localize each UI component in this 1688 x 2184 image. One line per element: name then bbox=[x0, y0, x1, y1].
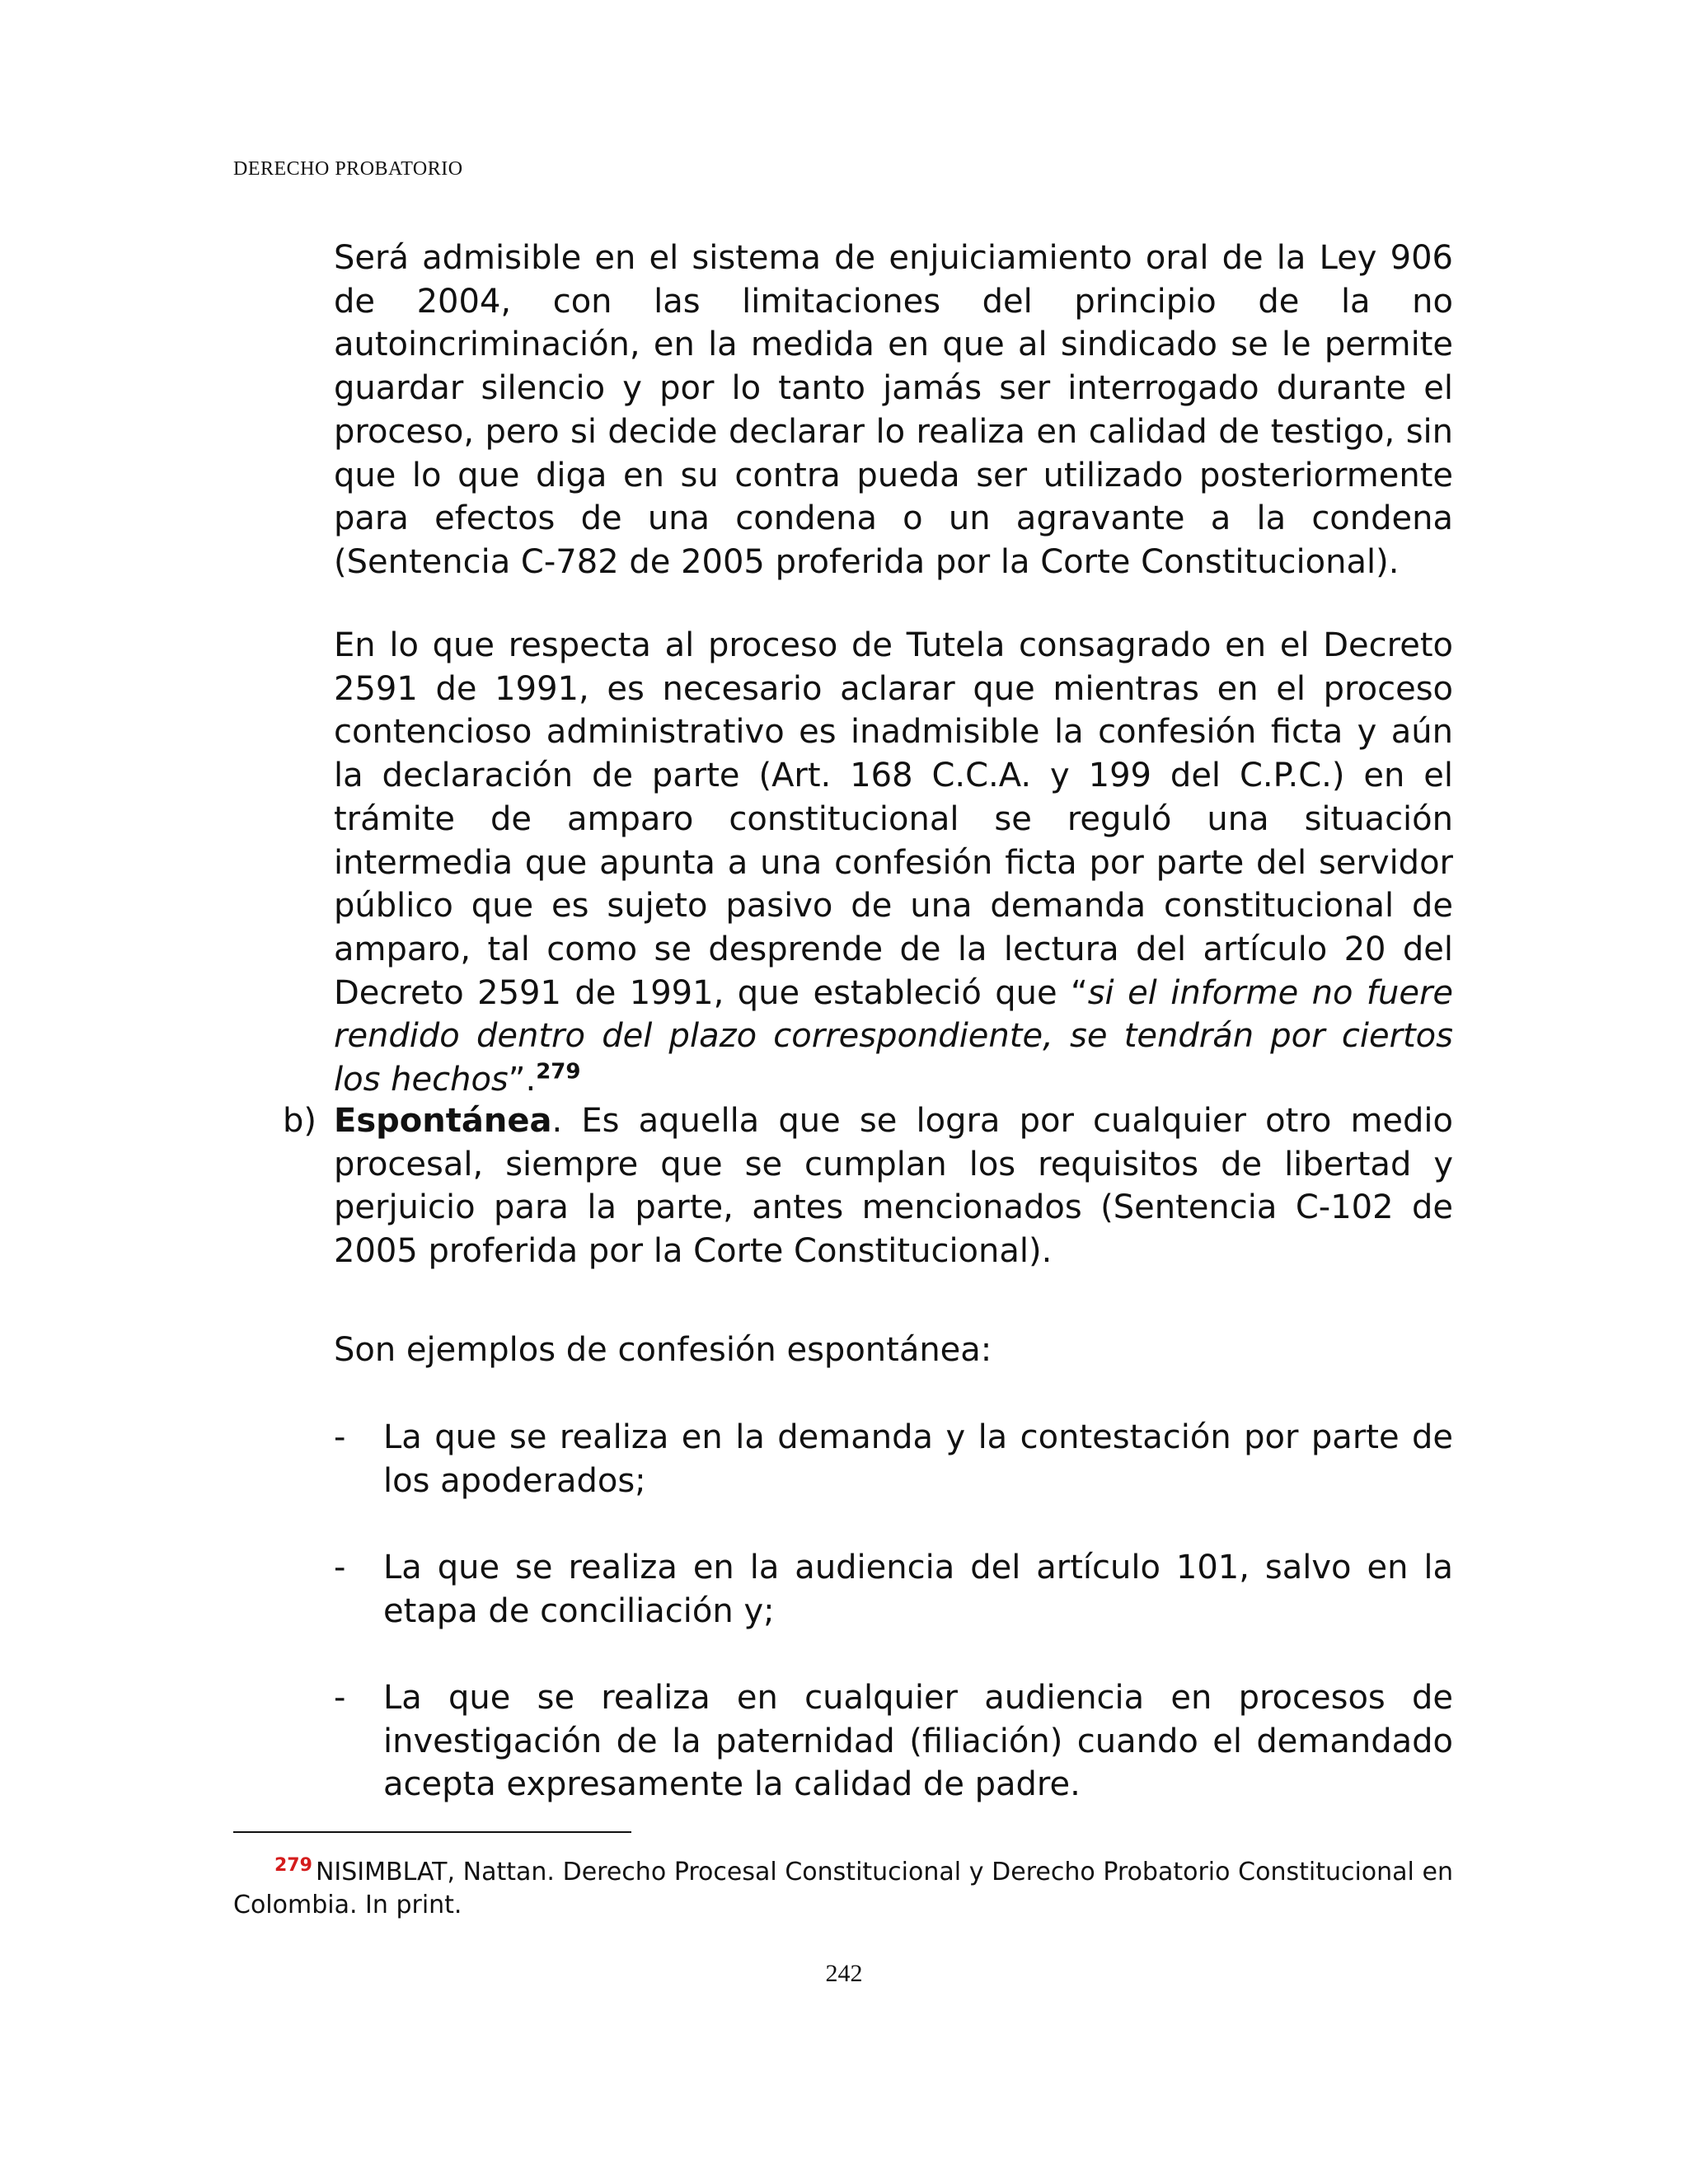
page-number: 242 bbox=[825, 1960, 863, 1987]
example-item bbox=[334, 1416, 1453, 1502]
dash-marker: - bbox=[334, 1549, 346, 1586]
footnote-separator bbox=[233, 1831, 631, 1833]
example-text: La que se realiza en la audiencia del artículo 101, salvo en la etapa de conciliación y; bbox=[383, 1549, 1453, 1630]
footnote-reference[interactable]: 279 bbox=[536, 1059, 581, 1085]
paragraph-2-text: En lo que respecta al proceso de Tutela consagrado en el Decreto 2591 de 1991, es necesario aclarar que mientras en el proceso contencioso administrativo es inadmisible la confesión ficta y aún la declaración de parte (Art. 168 C.C.A. y 199 del C.P.C.) en el trámite de amparo constitucional se reguló una situación intermedia que apunta a una confesión ficta por parte del servidor público que es sujeto pasivo de una demanda constitucional de amparo, tal como se desprende de la lectura del artículo 20 del Decreto 2591 de 1991, que estableció que “ bbox=[334, 626, 1453, 1012]
quoted-text: si el informe no fuere rendido dentro del plazo correspondiente, se tendrán por ciertos los hechos bbox=[334, 973, 1453, 1099]
list-item-text bbox=[334, 1099, 1453, 1273]
list-marker: b) bbox=[283, 1102, 316, 1140]
paragraph-2 bbox=[334, 624, 1453, 1102]
footnote-text: NISIMBLAT, Nattan. Derecho Procesal Constitucional y Derecho Probatorio Constitucional en Colombia. In print. bbox=[233, 1858, 1453, 1919]
example-item bbox=[334, 1676, 1453, 1807]
example-text: La que se realiza en cualquier audiencia en procesos de investigación de la paternidad (filiación) cuando el demandado acepta expresamente la calidad de padre. bbox=[383, 1679, 1453, 1804]
paragraph-1: Será admisible en el sistema de enjuiciamiento oral de la Ley 906 de 2004, con las limitaciones del principio de la no autoincriminación, en la medida en que al sindicado se le permite guardar silencio y por lo tanto jamás ser interrogado durante el proceso, pero si decide declarar lo realiza en calidad de testigo, sin que lo que diga en su contra pueda ser utilizado posteriormente para efectos de una condena o un agravante a la condena (Sentencia C-782 de 2005 proferida por la Corte Constitucional). bbox=[334, 239, 1453, 581]
dash-marker: - bbox=[334, 1418, 346, 1456]
term-espontanea: Espontánea bbox=[334, 1102, 552, 1140]
footnote-number: 279 bbox=[274, 1855, 312, 1876]
running-header: DERECHO PROBATORIO bbox=[233, 158, 463, 180]
quote-close: ”. bbox=[508, 1061, 537, 1099]
footnote bbox=[233, 1856, 1453, 1922]
examples-intro: Son ejemplos de confesión espontánea: bbox=[334, 1331, 992, 1369]
term-definition: . Es aquella que se logra por cualquier otro medio procesal, siempre que se cumplan los requisitos de libertad y perjuicio para la parte, antes mencionados (Sentencia C-102 de 2005 proferida por la Corte Constitucional). bbox=[334, 1102, 1453, 1271]
example-item bbox=[334, 1546, 1453, 1633]
dash-marker: - bbox=[334, 1679, 346, 1717]
example-text: La que se realiza en la demanda y la contestación por parte de los apoderados; bbox=[383, 1418, 1453, 1500]
list-item-b bbox=[283, 1099, 1453, 1273]
